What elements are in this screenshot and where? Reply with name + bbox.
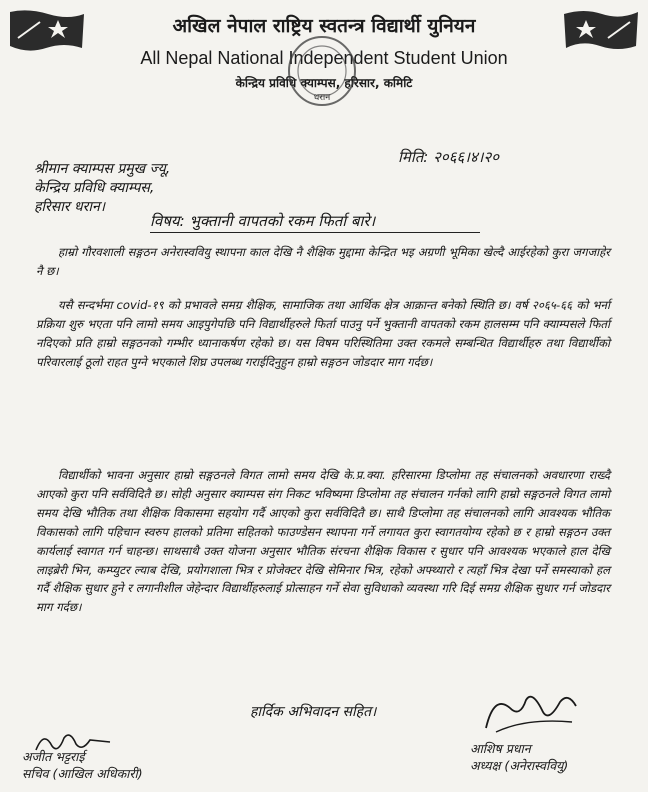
closing-greeting: हार्दिक अभिवादन सहित।: [250, 704, 377, 720]
signature-right-icon: [476, 688, 586, 738]
signatory-right: [470, 740, 568, 774]
signatory-left-name: अजीत भट्टराई: [22, 749, 85, 764]
committee-name: केन्द्रिय प्रविधि क्याम्पस, हरिसार, कमिटि: [235, 76, 413, 90]
signatory-left: [22, 748, 143, 782]
org-name-english: All Nepal National Independent Student Union: [140, 48, 508, 68]
addressee-line: केन्द्रिय प्रविधि क्याम्पस,: [34, 180, 155, 196]
subject-underline: [150, 232, 480, 233]
addressee-block: [34, 160, 170, 217]
org-name-nepali: अखिल नेपाल राष्ट्रिय स्वतन्त्र विद्यार्थी युनियन: [172, 15, 476, 37]
official-seal-icon: [286, 34, 358, 108]
body-paragraph: विद्यार्थीको भावना अनुसार हाम्रो सङ्गठनले विगत लामो समय देखि के.प्र.क्या. हरिसारमा डिप्लोमा तह संचालनको अवधारणा राख्दै आएको कुरा पनि सर्वविदितै छ। सोही अनुसार क्याम्पस संग निकट भविष्यमा डिप्लोमा तह संचालन गर्नको लागि हाम्रो सङ्गठनले विगत लामो समय देखि भौतिक तथा शैक्षिक विकासमा सहयोग गर्दै आएको कुरा सर्वविदितै छ। साथै डिप्लोमा तह संचालनको लागि आवश्यक भौतिक विकासको लागि पहिचान स्वरुप हालको प्रतिमा सहितको फाउण्डेसन स्थापना गर्ने लगायत कुरा स्वागतयोग्य रहेको छ र हाम्रो सङ्गठन उक्त कार्यलाई स्वागत गर्न चाहन्छ। साथसाथै उक्त योजना अनुसार भौतिक संरचना शैक्षिक विकास र सुधार पनि आवश्यक भएकाले हाल देखि लाइब्रेरी भिन, कम्प्युटर ल्याब देखि, प्रयोगशाला भित्र र प्रोजेक्टर देखि सेमिनार भित्र, रहेको अफ्थ्यारो र त्यहाँ भित्र देखा पर्ने समस्याको हल गर्दै शैक्षिक सुधार हुने र लगानीशील जेहेन्दार विद्यार्थीहरुलाई प्रोत्साहन गर्ने सेवा सुविधाको व्यवस्था गरि दिई समग्र शैक्षिक सुधार गर्न जोडदार माग गर्दछ।: [36, 468, 610, 615]
signatory-left-title: सचिव (आखिल अधिकारी): [22, 766, 143, 781]
addressee-line: श्रीमान क्याम्पस प्रमुख ज्यू,: [34, 161, 171, 177]
signatory-right-title: अध्यक्ष (अनेरास्ववियु): [470, 758, 569, 773]
letter-subject: विषय: भुक्तानी वापतको रकम फिर्ता बारे।: [150, 212, 376, 230]
body-paragraph: यसै सन्दर्भमा covid-१९ को प्रभावले समग्र शैक्षिक, सामाजिक तथा आर्थिक क्षेत्र आक्रान्त बनेको स्थिति छ। वर्ष २०६५-६६ को भर्ना प्रक्रिया शुरु भएता पनि लामो समय आइपुगेपछि पनि विद्यार्थीहरुले फिर्ता पाउनु पर्ने भुक्तानी वापतको रकम हालसम्म पनि क्याम्पसले फिर्ता नदिएको प्रति हाम्रो सङ्गठनको गम्भीर ध्यानाकर्षण रहेको छ। यस विषम परिस्थितिमा उक्त रकमले सम्बन्धित विद्यार्थीहरु तथा विद्यार्थीको परिवारलाई ठूलो राहत पुग्ने भएकाले शिघ्र उपलब्ध गराईदिनुहुन हाम्रो सङ्गठन जोडदार माग गर्दछ।: [36, 298, 610, 369]
addressee-line: हरिसार धरान।: [34, 199, 106, 215]
letter-date: मिति: २०६६।४।२०: [398, 148, 500, 166]
seal-text: धरान: [313, 93, 331, 103]
signatory-right-name: आशिष प्रधान: [470, 741, 531, 756]
body-paragraph: हाम्रो गौरवशाली सङ्गठन अनेरास्ववियु स्थापना काल देखि नै शैक्षिक मुद्दामा केन्द्रित भइ अग्रणी भूमिका खेल्दै आईरहेको कुरा जगजाहेर नै छ।: [36, 245, 610, 278]
